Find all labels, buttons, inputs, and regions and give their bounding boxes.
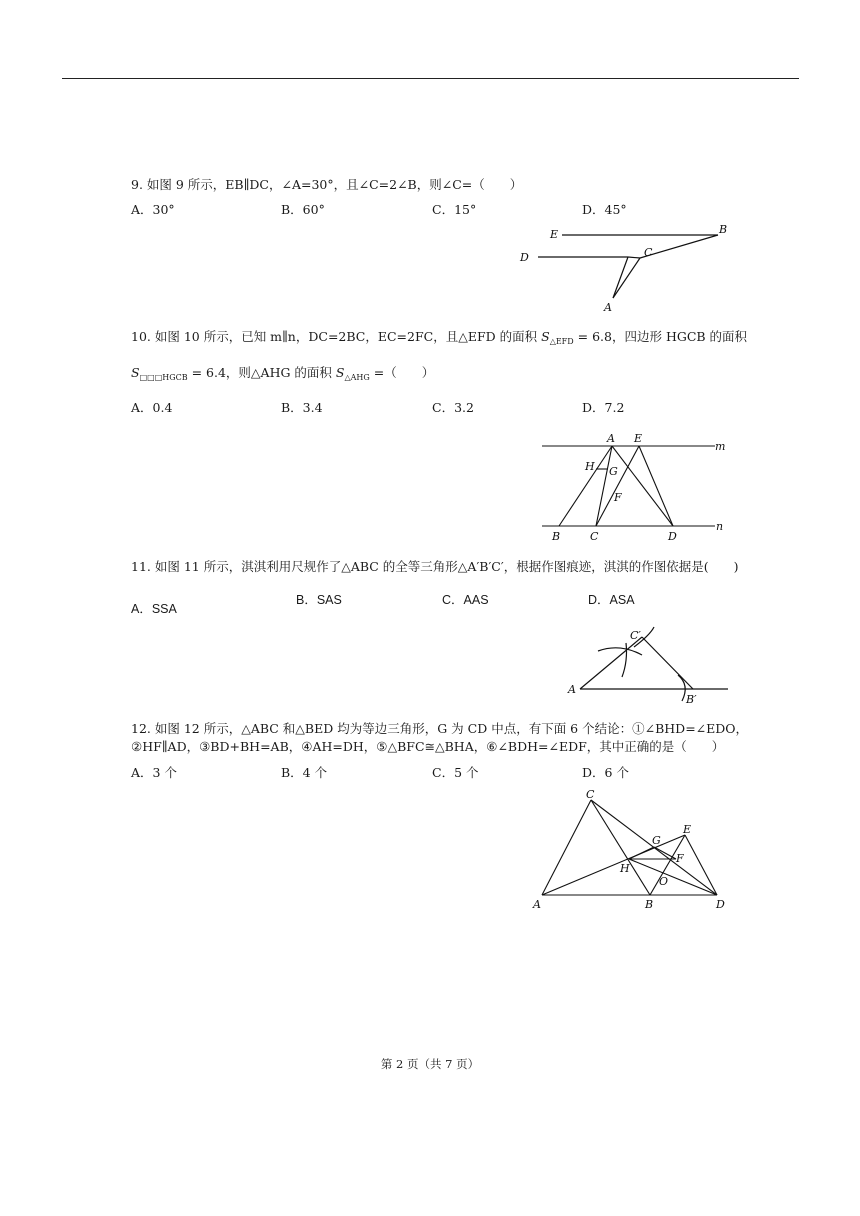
question-10-stem-line2: $S_{□□□HGCB} = 6.4$，则△AHG 的面积 $S_{\triangle AHG}$ =（ ） <box>131 365 435 382</box>
question-12-stem-line2: ②HF∥AD，③BD+BH=AB，④AH=DH，⑤△BFC≅△BHA，⑥∠BDH=∠EDF，其中正确的是（ ） <box>131 739 725 754</box>
q12-option-a[interactable]: A．3 个 <box>131 765 177 780</box>
figure-9 <box>510 220 740 315</box>
q11-option-b[interactable]: B．SAS <box>296 593 342 607</box>
fig12-label-h: H <box>620 862 630 875</box>
question-10-stem-line1: 10. 如图 10 所示，已知 m∥n，DC=2BC，EC=2FC，且△EFD 的面积 $S_{\triangle EFD} = 6.8$，四边形 HGCB 的面积 <box>131 329 748 346</box>
fig9-label-d: D <box>520 251 529 264</box>
header-rule <box>62 78 799 79</box>
q9-option-a[interactable]: A．30° <box>131 202 175 217</box>
q12-option-d[interactable]: D．6 个 <box>582 765 629 780</box>
q10-option-c[interactable]: C．3.2 <box>432 400 474 415</box>
q10-option-d[interactable]: D．7.2 <box>582 400 625 415</box>
fig9-label-c: C <box>644 246 653 259</box>
fig12-label-e: E <box>683 823 692 836</box>
q12-option-c[interactable]: C．5 个 <box>432 765 479 780</box>
fig10-label-e: E <box>634 432 643 445</box>
figure-12 <box>525 785 740 915</box>
fig9-label-a: A <box>604 301 612 314</box>
q10-option-b[interactable]: B．3.4 <box>281 400 323 415</box>
q11-option-a[interactable]: A．SSA <box>131 602 177 616</box>
fig10-label-m: m <box>715 440 726 453</box>
fig10-label-n: n <box>716 520 724 533</box>
fig12-label-f: F <box>676 852 684 865</box>
q11-option-d[interactable]: D．ASA <box>588 593 635 607</box>
fig10-label-a: A <box>607 432 615 445</box>
q10-option-a[interactable]: A．0.4 <box>131 400 173 415</box>
fig10-label-h: H <box>585 460 595 473</box>
figure-11 <box>560 625 735 710</box>
figure-10 <box>530 428 740 546</box>
fig11-label-b-prime: B′ <box>686 693 697 706</box>
fig11-label-a: A <box>568 683 576 696</box>
fig12-label-c: C <box>586 788 595 801</box>
q9-option-b[interactable]: B．60° <box>281 202 325 217</box>
page-footer: 第 2 页（共 7 页） <box>380 1057 480 1071</box>
fig12-label-b: B <box>645 898 654 911</box>
fig10-label-b: B <box>552 530 561 543</box>
fig10-label-g: G <box>609 465 618 478</box>
fig12-label-g: G <box>652 834 661 847</box>
q11-option-c[interactable]: C．AAS <box>442 593 489 607</box>
q9-option-c[interactable]: C．15° <box>432 202 477 217</box>
question-11-stem: 11. 如图 11 所示，淇淇利用尺规作了△ABC 的全等三角形△A′B′C′，根据作图痕迹，淇淇的作图依据是( ) <box>131 559 739 574</box>
fig9-label-e: E <box>550 228 559 241</box>
fig10-label-c: C <box>590 530 599 543</box>
fig9-label-b: B <box>719 223 728 236</box>
fig12-label-a: A <box>533 898 541 911</box>
q9-option-d[interactable]: D．45° <box>582 202 627 217</box>
q12-option-b[interactable]: B．4 个 <box>281 765 328 780</box>
question-9-stem: 9. 如图 9 所示，EB∥DC，∠A=30°，且∠C=2∠B，则∠C=（ ） <box>131 177 523 192</box>
fig12-label-d: D <box>716 898 725 911</box>
fig12-label-o: O <box>659 875 669 888</box>
fig10-label-f: F <box>614 491 622 504</box>
fig11-label-c-prime: C′ <box>630 629 641 642</box>
fig10-label-d: D <box>668 530 677 543</box>
question-12-stem-line1: 12. 如图 12 所示，△ABC 和△BED 均为等边三角形，G 为 CD 中点，有下面 6 个结论：①∠BHD=∠EDO， <box>131 721 749 736</box>
